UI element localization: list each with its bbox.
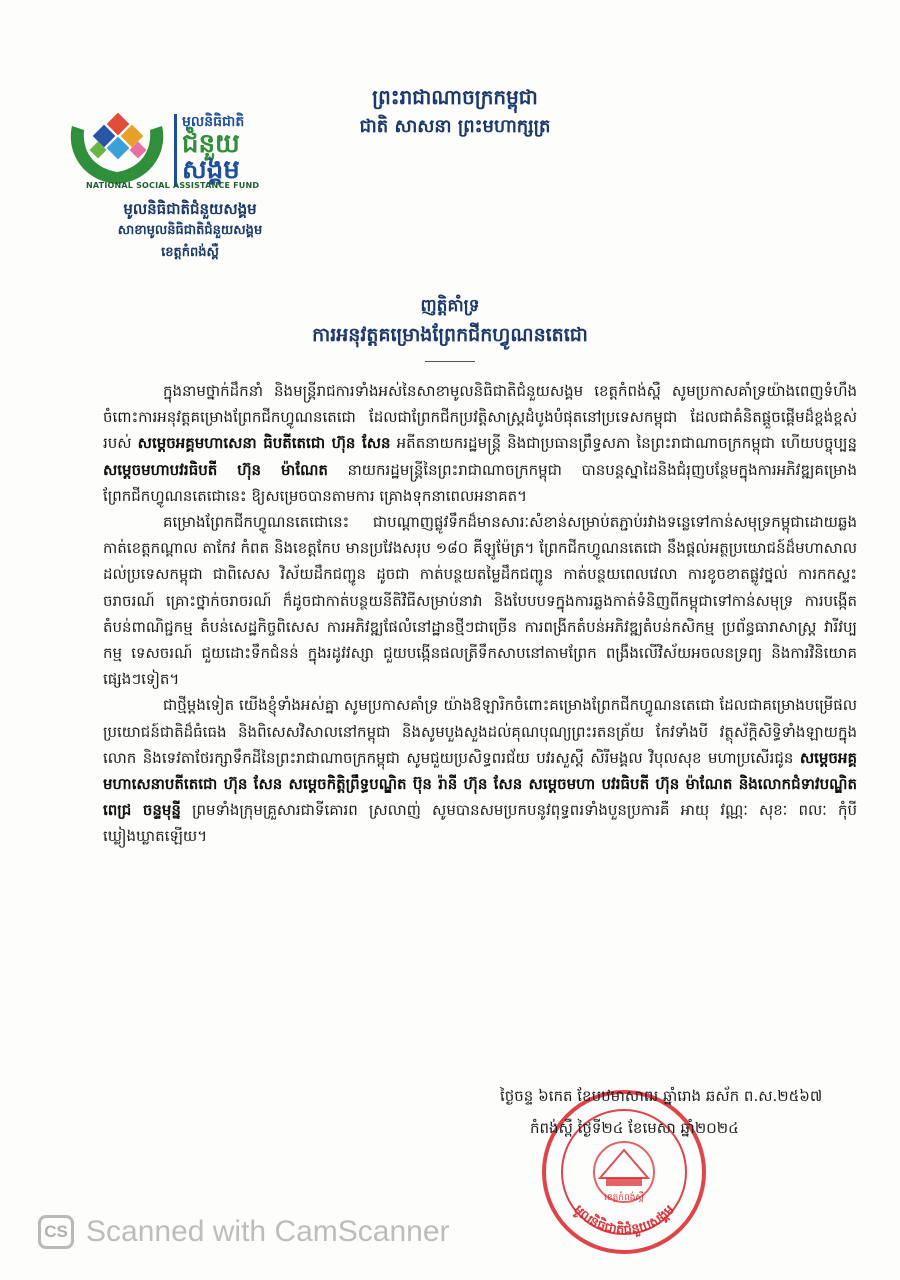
p1-text-c: អតីតនាយករដ្ឋមន្ត្រី និងជាប្រធានព្រឹទ្ធសភា នៃព្រះរាជាណាចក្រកម្ពុជា ហើយបច្ចុប្បន្ន bbox=[390, 434, 857, 453]
title-divider bbox=[425, 361, 475, 362]
organization-block bbox=[40, 198, 340, 264]
logo-wordmark-2: ជំនួយ bbox=[182, 129, 240, 159]
p1-name-hun-sen: សម្តេចអគ្គមហាសេនា ធិបតីតេជោ ហ៊ុន សែន bbox=[137, 434, 391, 453]
document-title bbox=[220, 292, 680, 350]
p1-text-e: នាយករដ្ឋមន្ត្រីនៃព្រះរាជាណាចក្រកម្ពុជា បានបន្តស្នាដៃនិងជំរុញបន្ថែមក្នុងការអភិវឌ្ឍគម្រោងព្រែកជីកហ្វូណនតេជោនេះ ឱ្យសម្រេចបានតាមការ គ្រោងទុកនាពេលអនាគត។ bbox=[103, 460, 857, 505]
camscanner-watermark bbox=[38, 1212, 450, 1252]
watermark-text: Scanned with CamScanner bbox=[86, 1215, 450, 1248]
seal-ring-text: មូលនិធិជាតិជំនួយសង្គម bbox=[570, 1202, 678, 1238]
logo-caption: NATIONAL SOCIAL ASSISTANCE FUND bbox=[86, 181, 260, 190]
paragraph-1 bbox=[103, 378, 857, 509]
lunar-date: ថ្ងៃចន្ទ ៦កេត ខែបឋមាសាឍ ឆ្នាំរោង ឆស័ក ព.ស.២៥៦៧ bbox=[500, 1087, 823, 1105]
paragraph-3 bbox=[103, 692, 857, 849]
logo-wordmark-1: មូលនិធិជាតិ bbox=[182, 114, 245, 130]
p3-text-c: ព្រមទាំងក្រុមគ្រួសារជាទីគោរព ស្រលាញ់ សូមបានសមប្រកបនូវពុទ្ធពរទាំងបួនប្រការគឺ អាយុ វណ្ណៈ សុខៈ ពលៈ កុំបីឃ្លៀងឃ្លាតឡើយ។ bbox=[103, 801, 857, 846]
solar-date: កំពង់ស្ពឺ ថ្ងៃទី២៤ ខែមេសា ឆ្នាំ២០២៤ bbox=[530, 1119, 739, 1137]
kingdom-header bbox=[305, 82, 605, 142]
letter-body bbox=[103, 378, 857, 850]
paragraph-2: គម្រោងព្រែកជីកហ្វូណនតេជោនេះ ជាបណ្តាញផ្លូវទឹកដ៏មានសារៈសំខាន់សម្រាប់តភ្ជាប់រវាងទន្លេទៅកាន់សមុទ្រកម្ពុជាដោយឆ្លងកាត់ខេត្តកណ្តាល តាកែវ កំពត និងខេត្តកែប មានប្រវែងសរុប ១៨០ គីឡូម៉ែត្រ។ ព្រែកជីកហ្វូណនតេជោ នឹងផ្តល់អត្ថប្រយោជន៍ដ៏មហាសាលដល់ប្រទេសកម្ពុជា ជាពិសេស វិស័យដឹកជញ្ជូន ដូចជា កាត់បន្ថយតម្លៃដឹកជញ្ជូន កាត់បន្ថយពេលវេលា ការខូចខាតផ្លូវថ្នល់ ការកកស្ទះចរាចរណ៍ គ្រោះថ្នាក់ចរាចរណ៍ ក៏ដូចជាកាត់បន្ថយនីតិវិធីសម្រាប់នាវា និងបែបបទក្នុងការឆ្លងកាត់ទំនិញពីកម្ពុជាទៅកាន់សមុទ្រ ការបង្កើតតំបន់ពាណិជ្ជកម្ម តំបន់សេដ្ឋកិច្ចពិសេស ការអភិវឌ្ឍផែលំនៅដ្ឋានថ្មីៗជាច្រើន ការពង្រីកតំបន់អភិវឌ្ឍតំបន់កសិកម្ម ប្រព័ន្ធធារាសាស្ត្រ វារីវប្បកម្ម ទេសចរណ៍ ជួយដោះទឹកជំនន់ ក្នុងរដូវវស្សា ជួយបង្កើនផលត្រីទឹកសាបនៅតាមព្រែក ពង្រឹងលើវិស័យអចលនទ្រព្យ និងការវិនិយោគផ្សេងៗទៀត។ bbox=[103, 513, 857, 689]
p1-text-a: ក្នុងនាមថ្នាក់ដឹកនាំ និងមន្ត្រីរាជការទាំងអស់នៃសាខាមូលនិធិជាតិជំនួយសង្គម ខេត្តកំពង់ស្ពឺ សូមប្រកាសគាំទ្រយ៉ាងពេញទំហឹង ចំពោះការអនុវត្តគម្រោងព្រែកជីកហ្វូណនតេជោ ដែលជាព្រែកជីកប្រវត្តិសាស្ត្រដំបូងបំផុតនៅប្រទេសកម្ពុជា ដែលជាគំនិតផ្តួចផ្តើមដ៏ខ្ពង់ខ្ពស់របស់ bbox=[103, 382, 857, 453]
title-line-1: ញត្តិគាំទ្រ bbox=[420, 296, 480, 316]
p3-text-a: ជាថ្មីម្តងទៀត យើងខ្ញុំទាំងអស់គ្នា សូមប្រកាសគាំទ្រ យ៉ាងឱឡារិកចំពោះគម្រោងព្រែកជីកហ្វូណនតេជោ ដែលជាគម្រោងបម្រើផលប្រយោជន៍ជាតិដ៏ធំធេង និងពិសេសវិសាលនៅកម្ពុជា និងសូមបួងសួងដល់គុណបុណ្យព្រះរតនត្រ័យ កែវទាំងបី វត្ថុស័ក្តិសិទ្ធិទាំងឡាយក្នុងលោក និងទេវតាថែរក្សាទឹកដីនៃព្រះរាជាណាចក្រកម្ពុជា សូមជួយប្រសិទ្ធពរជ័យ បវរសួស្តី សិរីមង្គល វិបុលសុខ មហាប្រសើរជូន bbox=[103, 696, 857, 767]
date-block bbox=[500, 1080, 860, 1144]
org-province: ខេត្តកំពង់ស្ពឺ bbox=[161, 245, 219, 260]
org-name: មូលនិធិជាតិជំនួយសង្គម bbox=[123, 200, 257, 218]
national-motto: ជាតិ សាសនា ព្រះមហាក្សត្រ bbox=[359, 116, 551, 137]
org-branch: សាខាមូលនិធិជាតិជំនួយសង្គម bbox=[117, 223, 263, 238]
logo-wordmark-3: សង្គម bbox=[182, 155, 240, 185]
kingdom-name: ព្រះរាជាណាចក្រកម្ពុជា bbox=[372, 85, 538, 109]
svg-text:មូលនិធិជាតិជំនួយសង្គម bbox=[570, 1203, 678, 1239]
seal-center-text: ខេត្តកំពង់ស្ពឺ bbox=[604, 1193, 644, 1203]
p3-names: សម្តេចអគ្គមហាសេនាបតីតេជោ ហ៊ុន សែន សម្តេចកិត្តិព្រឹទ្ធបណ្ឌិត ប៊ុន រ៉ានី ហ៊ុន សែន សម្តេចមហា បវរធិបតី ហ៊ុន ម៉ាណែត និងលោកជំទាវបណ្ឌិត ពេជ្រ ចន្ទមុន្នី bbox=[103, 748, 857, 820]
title-line-2: ការអនុវត្តគម្រោងព្រែកជីកហ្វូណនតេជោ bbox=[312, 324, 588, 346]
p1-name-hun-manet: សម្តេចមហាបវរធិបតី ហ៊ុន ម៉ាណែត bbox=[103, 460, 328, 479]
camscanner-badge-icon: CS bbox=[38, 1215, 74, 1249]
